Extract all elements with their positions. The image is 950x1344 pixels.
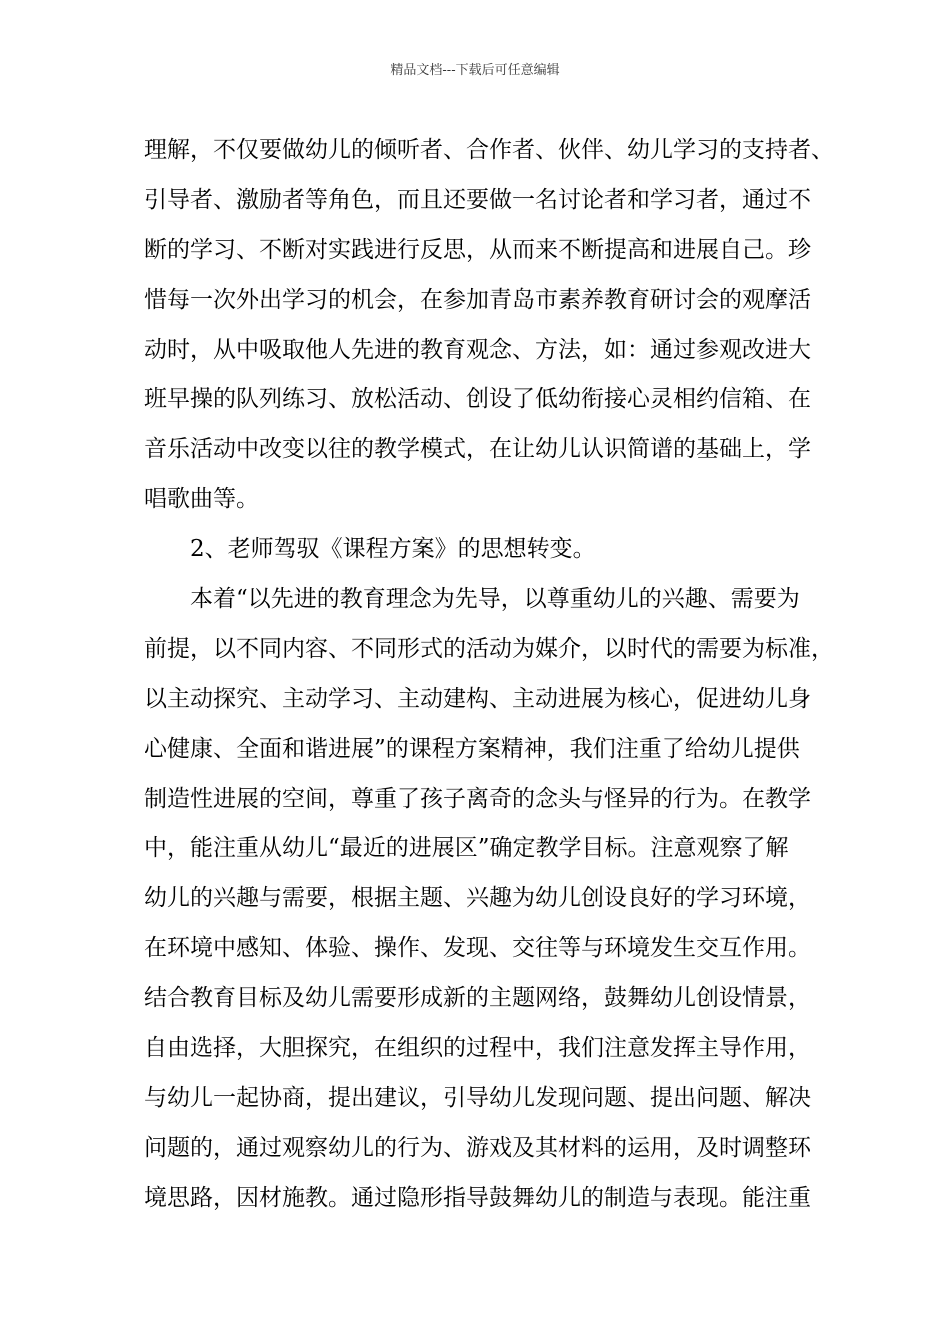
text-line: 制造性进展的空间，尊重了孩子离奇的念头与怪异的行为。在教学: [144, 785, 811, 812]
text-line: 问题的，通过观察幼儿的行为、游戏及其材料的运用，及时调整环: [144, 1134, 811, 1161]
text-line: 境思路，因材施教。通过隐形指导鼓舞幼儿的制造与表现。能注重: [144, 1184, 811, 1211]
page-header: 精品文档---下载后可任意编辑: [390, 63, 560, 78]
body-text: [144, 126, 834, 1224]
text-line: 断的学习、不断对实践进行反思，从而来不断提高和进展自己。珍: [144, 236, 811, 263]
text-line: 与幼儿一起协商，提出建议，引导幼儿发现问题、提出问题、解决: [144, 1084, 811, 1111]
text-line: 唱歌曲等。: [144, 486, 259, 513]
text-line: 前提，以不同内容、不同形式的活动为媒介，以时代的需要为标准，: [144, 635, 834, 662]
text-line: 在环境中感知、体验、操作、发现、交往等与环境发生交互作用。: [144, 935, 811, 962]
text-line: 心健康、全面和谐进展”的课程方案精神，我们注重了给幼儿提供: [144, 735, 800, 762]
paragraph-start: 本着“以先进的教育理念为先导，以尊重幼儿的兴趣、需要为: [190, 586, 800, 613]
text-line: 结合教育目标及幼儿需要形成新的主题网络，鼓舞幼儿创设情景，: [144, 985, 811, 1012]
text-line: 自由选择，大胆探究，在组织的过程中，我们注意发挥主导作用，: [144, 1035, 811, 1062]
text-line: 音乐活动中改变以往的教学模式，在让幼儿认识简谱的基础上，学: [144, 436, 811, 463]
text-line: 引导者、激励者等角色，而且还要做一名讨论者和学习者，通过不: [144, 186, 811, 213]
text-line: 动时，从中吸取他人先进的教育观念、方法，如：通过参观改进大: [144, 336, 811, 363]
text-line: 理解，不仅要做幼儿的倾听者、合作者、伙伴、幼儿学习的支持者、: [144, 137, 834, 163]
text-line: 班早操的队列练习、放松活动、创设了低幼衔接心灵相约信箱、在: [144, 386, 811, 413]
text-line: 以主动探究、主动学习、主动建构、主动进展为核心，促进幼儿身: [144, 685, 811, 712]
text-line: 惜每一次外出学习的机会，在参加青岛市素养教育研讨会的观摩活: [144, 286, 811, 313]
text-line: 幼儿的兴趣与需要，根据主题、兴趣为幼儿创设良好的学习环境，: [144, 885, 811, 912]
section-heading: 2、老师驾驭《课程方案》的思想转变。: [190, 536, 596, 563]
text-line: 中，能注重从幼儿“最近的进展区”确定教学目标。注意观察了解: [144, 835, 789, 862]
